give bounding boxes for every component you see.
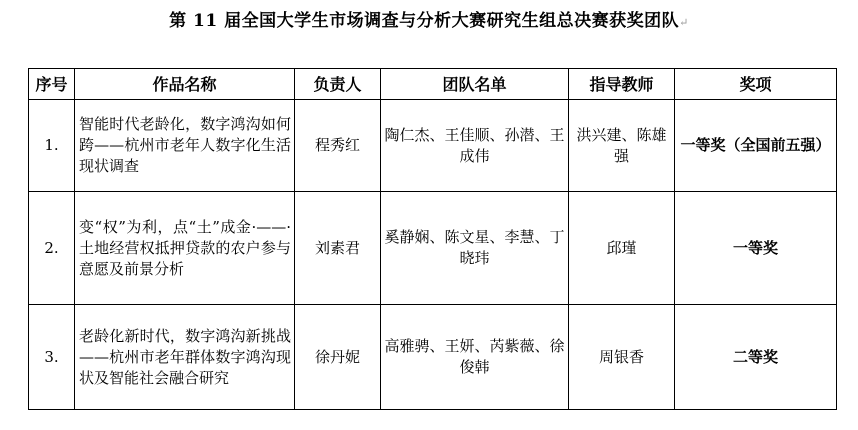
cell-award: 一等奖 [675,192,837,305]
table-header-row [29,69,837,100]
cell-team: 陶仁杰、王佳顺、孙潜、王成伟 [381,100,569,192]
cell-advisor: 周银香 [569,305,675,410]
header-work: 作品名称 [75,69,295,100]
cell-advisor: 邱瑾 [569,192,675,305]
header-award: 奖项 [675,69,837,100]
cell-index: 1. [29,100,75,192]
cell-award: 一等奖（全国前五强） [675,100,837,192]
paragraph-mark-icon: ↵ [679,16,689,29]
header-index: 序号 [29,69,75,100]
table-row [29,192,837,305]
cell-work: 智能时代老龄化，数字鸿沟如何跨——杭州市老年人数字化生活现状调查 [75,100,295,192]
table-row [29,100,837,192]
cell-work: 变“权”为利，点“土”成金·——·土地经营权抵押贷款的农户参与意愿及前景分析 [75,192,295,305]
cell-team: 奚静娴、陈文星、李慧、丁晓玮 [381,192,569,305]
cell-team: 高雅骋、王妍、芮紫薇、徐俊韩 [381,305,569,410]
cell-leader: 程秀红 [295,100,381,192]
header-team: 团队名单 [381,69,569,100]
header-advisor: 指导教师 [569,69,675,100]
cell-index: 3. [29,305,75,410]
cell-index: 2. [29,192,75,305]
cell-work: 老龄化新时代，数字鸿沟新挑战——杭州市老年群体数字鸿沟现状及智能社会融合研究 [75,305,295,410]
header-leader: 负责人 [295,69,381,100]
cell-advisor: 洪兴建、陈雄强 [569,100,675,192]
cell-leader: 徐丹妮 [295,305,381,410]
page-title [0,6,858,31]
page-title-text: 第 11 届全国大学生市场调查与分析大赛研究生组总决赛获奖团队 [169,11,680,31]
cell-award: 二等奖 [675,305,837,410]
awards-table [28,68,837,410]
table-row [29,305,837,410]
cell-leader: 刘素君 [295,192,381,305]
